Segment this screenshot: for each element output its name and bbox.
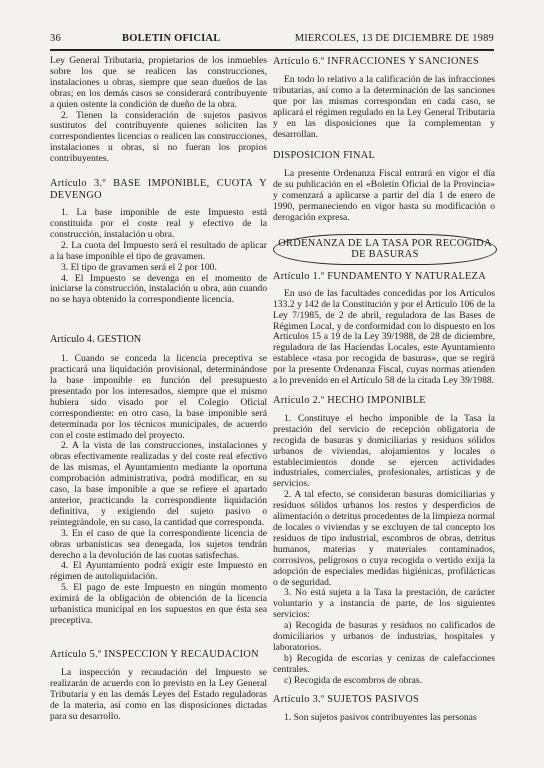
list-item: 4. El Impuesto se devenga en el momento de iniciarse la construcción, instalación u obra, aún cuando no se haya obtenido la correspondiente licencia.	[50, 272, 267, 306]
header-rule	[50, 49, 494, 51]
paragraph: En uso de las facultades concedidas por los Artículos 133.2 y 142 de la Constitución y por el Artículo 106 de la Ley 7/1985, de 2 de abril, reguladora de las Bases de Régimen Local, y de conformidad con lo dispuesto en los Artículos 15 a 19 de la Ley 39/1988, de 28 de diciembre, reguladora de las Haciendas Locales, este Ayuntamiento establece «tasa por recogida de basuras», que se regirá por la presente Ordenanza Fiscal, cuyas normas atienden a lo prevenido en el Artículo 58 de la citada Ley 39/1988.	[273, 287, 495, 387]
paragraph: 1. Son sujetos pasivos contribuyentes las personas	[284, 711, 477, 723]
article-heading: Artículo 1.º FUNDAMENTO Y NATURALEZA	[273, 270, 486, 282]
list-item: 3. En el caso de que la correspondiente licencia de obras urbanísticas sea denegada, los sujetos tendrán derecho a la devolución de las cuotas satisfechas.	[50, 527, 267, 561]
list-item: 2. La cuota del Impuesto será el resultado de aplicar a la base imponible el tipo de gravamen.	[50, 239, 267, 262]
section-heading: DISPOSICION FINAL	[273, 150, 376, 162]
issue-date: MIERCOLES, 13 DE DICIEMBRE DE 1989	[294, 33, 494, 44]
left-column	[50, 56, 267, 722]
paragraph: La presente Ordenanza Fiscal entrará en vigor el día de su publicación en el «Boletín Oficial de la Provincia» y comenzará a aplicarse a partir del día 1 de enero de 1990, permaneciendo en vigor hasta su modificación o derogación expresa.	[273, 168, 495, 224]
list-item: 2. A la vista de las construcciones, instalaciones y obras efectivamente realizadas y del coste real efectivo de las mismas, el Ayuntamiento mediante la oportuna comprobación administrativa, podrá modificar, en su caso, la base imponible a que se refiere el apartado anterior, practicando la correspondiente liquidación definitiva, y exigiendo del sujeto pasivo o reintegrándole, en su caso, la cantidad que corresponda.	[50, 440, 267, 528]
sub-item: a) Recogida de basuras y residuos no calificados de domiciliarios y urbanos de industrias, hospitales y laboratorios.	[273, 620, 495, 653]
sub-item: b) Recogida de escorias y cenizas de calefacciones centrales.	[273, 652, 495, 675]
list-item: 3. No está sujeta a la Tasa la prestación, de carácter voluntario y a instancia de parte, de los siguientes servicios:	[273, 587, 495, 621]
paragraph: La inspección y recaudación del Impuesto se realizarán de acuerdo con lo previsto en la Ley General Tributaria y en las demás Leyes del Estado reguladoras de la materia, así como en las disposiciones dictadas para su desarrollo.	[50, 666, 267, 722]
list-item: 1. Cuando se conceda la licencia preceptiva se practicará una liquidación provisional, determinándose la base imponible en función del presupuesto presentado por los interesados, siempre que el mismo hubiera sido visado por el Colegio Oficial correspondiente: en otro caso, la base imponible será determinada por los técnicos municipales, de acuerdo con el coste estimado del proyecto.	[50, 353, 267, 441]
paragraph: Ley General Tributaria, propietarios de los inmuebles sobre los que se realicen las construcciones, instalaciones u obras, siempre que sean dueños de las obras; en los demás casos se considerará contribuyente a quien ostente la condición de dueño de la obra.	[50, 55, 267, 110]
page-header	[50, 33, 494, 47]
list-item: 1. La base imponible de este Impuesto está constituida por el coste real y efectivo de la construcción, instalación u obra.	[50, 207, 267, 240]
list-item: 3. El tipo de gravamen será el 2 por 100.	[61, 261, 217, 273]
article-heading: Artículo 3.º BASE IMPONIBLE, CUOTA Y DEVENGO	[50, 178, 267, 202]
page-number: 36	[50, 33, 61, 44]
ordinance-title: ORDENANZA DE LA TASA POR RECOGIDA DE BASURAS	[273, 234, 497, 265]
sub-item: c) Recogida de escombros de obras.	[284, 674, 422, 686]
list-item: 5. El pago de este Impuesto en ningún momento eximirá de la obligación de obtención de la licencia urbanística municipal en los supuestos en que ésta sea preceptiva.	[50, 582, 267, 626]
right-column	[273, 56, 495, 724]
article-heading: Artículo 5.º INSPECCION Y RECAUDACION	[50, 648, 259, 660]
publication-title: BOLETIN OFICIAL	[122, 33, 221, 44]
article-heading: Artículo 2.º HECHO IMPONIBLE	[273, 394, 426, 406]
list-item: 1. Constituye el hecho imponible de la Tasa la prestación del servicio de recepción obligatoria de recogida de basuras y domiciliarias y residuos sólidos urbanos de viviendas, alojamientos y locales o establecimientos donde se ejercen actividades industriales, comerciales, profesionales, artísticas y de servicios.	[273, 412, 495, 490]
paragraph: 2. Tienen la consideración de sujetos pasivos sustitutos del contribuyente quienes soliciten las correspondientes licencias o realicen las construcciones, instalaciones u obras, si no fueran los propios contribuyentes.	[50, 109, 267, 165]
article-heading: Artículo 3.º SUJETOS PASIVOS	[273, 693, 420, 705]
list-item: 4. El Ayuntamiento podrá exigir este Impuesto en régimen de autoliquidación.	[50, 560, 267, 583]
article-heading: Artículo 6.º INFRACCIONES Y SANCIONES	[273, 56, 480, 67]
list-item: 2. A tal efecto, se consideran basuras domiciliarias y residuos sólidos urbanos los restos y desperdicios de alimentación o detritus procedentes de la limpieza normal de locales o viviendas y se excluyen de tal concepto los residuos de tipo industrial, escombros de obras, detritus humanos, materias y materiales contaminados, corrosivos, peligrosos o cuya recogida o vertido exija la adopción de especiales medidas higiénicas, profilácticas o de seguridad.	[273, 489, 495, 588]
article-heading: Artículo 4. GESTION	[50, 334, 142, 346]
paragraph: En todo lo relativo a la calificación de las infracciones tributarias, así como a la determinación de las sanciones que por las mismas correspondan en cada caso, se aplicará el régimen regulado en la Ley General Tributaria y en las disposiciones que la complementan y desarrollan.	[273, 74, 495, 140]
